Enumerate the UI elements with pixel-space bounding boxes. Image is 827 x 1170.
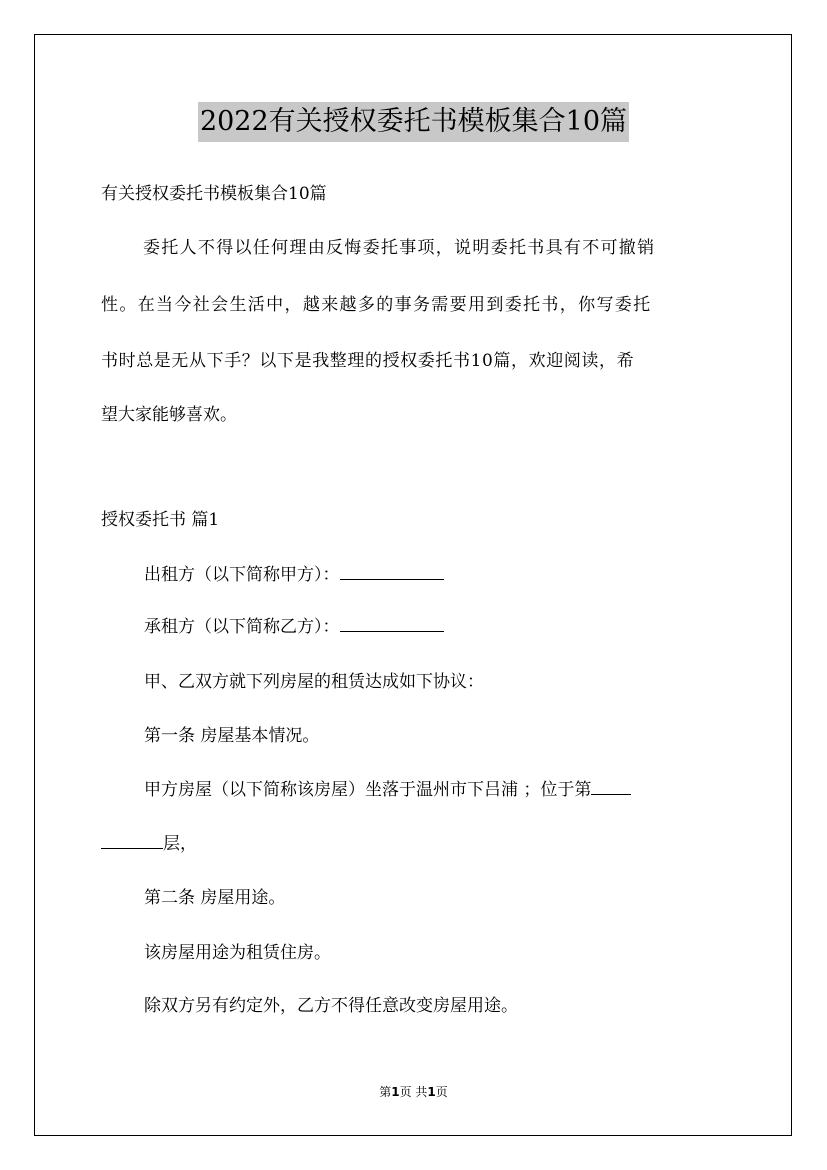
floor-blank-start — [591, 779, 631, 795]
intro-line-4: 望大家能够喜欢。 — [101, 405, 237, 425]
document-title — [0, 102, 827, 142]
page-footer — [0, 1084, 827, 1100]
footer-page-prefix: 第 — [379, 1085, 392, 1099]
lessee-label: 承租方（以下简称乙方）： — [144, 617, 340, 637]
floor-suffix: 层， — [163, 834, 197, 854]
lessee-line — [144, 615, 444, 639]
article-1-heading: 第一条 房屋基本情况。 — [144, 726, 320, 746]
location-line — [144, 778, 631, 802]
usage-line: 该房屋用途为租赁住房。 — [144, 943, 331, 963]
lessor-line — [144, 563, 444, 587]
document-title-text: 2022有关授权委托书模板集合10篇 — [198, 102, 629, 142]
location-text: 甲方房屋（以下简称该房屋）坐落于温州市下吕浦 ；位于第 — [144, 780, 592, 800]
footer-total-pages: 1 — [427, 1085, 436, 1099]
lessor-blank — [340, 564, 444, 580]
footer-page-suffix: 页 — [435, 1085, 448, 1099]
section-heading: 授权委托书 篇1 — [101, 510, 220, 530]
agreement-line: 甲、乙双方就下列房屋的租赁达成如下协议： — [144, 672, 484, 692]
intro-line-1-text: 委托人不得以任何理由反悔委托事项，说明委托书具有不可撤销 — [143, 238, 656, 258]
restriction-line: 除双方另有约定外，乙方不得任意改变房屋用途。 — [144, 996, 518, 1016]
intro-line-1 — [101, 236, 725, 260]
intro-line-3: 书时总是无从下手？以下是我整理的授权委托书10篇，欢迎阅读，希 — [101, 351, 635, 371]
intro-line-2: 性。在当今社会生活中，越来越多的事务需要用到委托书，你写委托 — [101, 295, 652, 315]
floor-line — [101, 832, 197, 856]
footer-page-mid: 页 共 — [399, 1085, 428, 1099]
lessee-blank — [340, 616, 444, 632]
floor-blank-end — [101, 833, 163, 849]
document-subtitle: 有关授权委托书模板集合10篇 — [101, 184, 327, 204]
article-2-heading: 第二条 房屋用途。 — [144, 888, 286, 908]
lessor-label: 出租方（以下简称甲方）： — [144, 565, 340, 585]
indent-space — [101, 236, 143, 260]
footer-page-number: 1 — [391, 1085, 400, 1099]
